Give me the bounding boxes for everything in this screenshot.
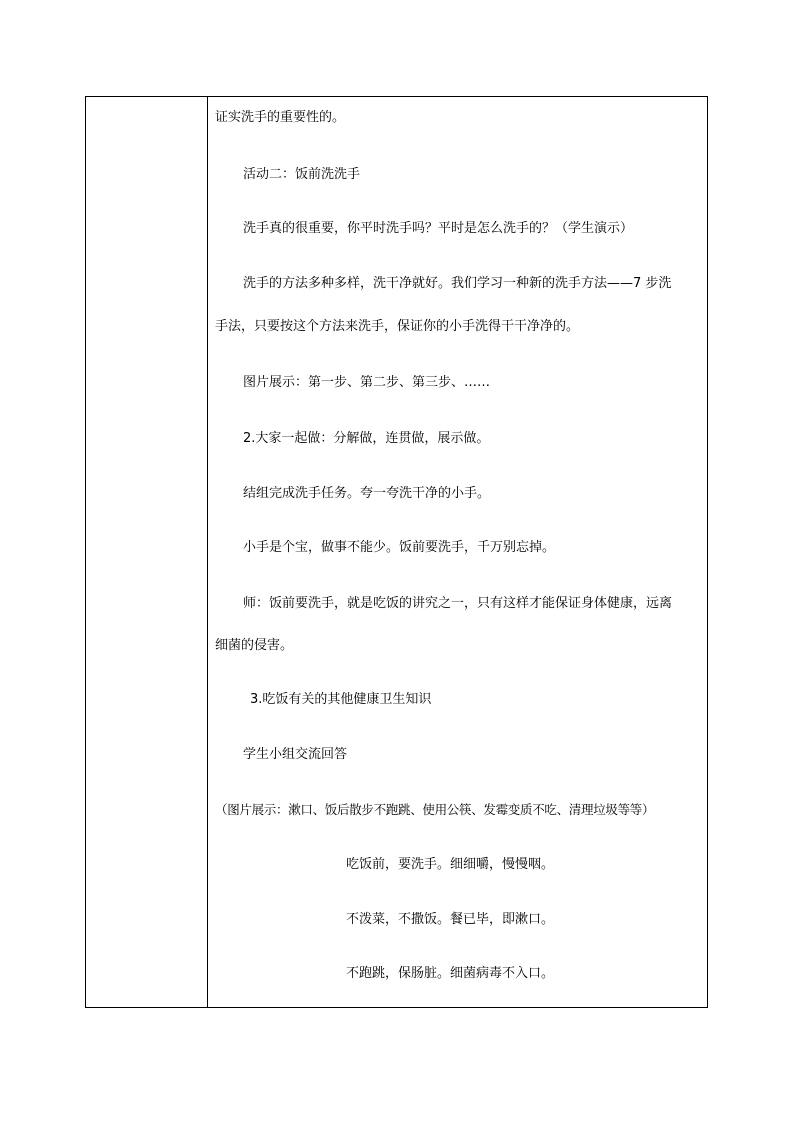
text-line-13: 学生小组交流回答 xyxy=(243,747,348,762)
text-line-9: 小手是个宝，做事不能少。饭前要洗手，千万别忘掉。 xyxy=(243,540,556,555)
text-line-1: 证实洗手的重要性的。 xyxy=(215,110,346,125)
text-line-7: 2.大家一起做：分解做，连贯做，展示做。 xyxy=(243,431,490,446)
text-line-17: 不跑跳，保肠脏。细菌病毒不入口。 xyxy=(346,966,555,981)
text-line-11: 细菌的侵害。 xyxy=(215,638,294,653)
text-line-16: 不泼菜，不撒饭。餐已毕，即漱口。 xyxy=(346,912,555,927)
text-line-15: 吃饭前，要洗手。细细嚼，慢慢咽。 xyxy=(346,857,555,872)
text-line-3: 洗手真的很重要，你平时洗手吗？平时是怎么洗手的？（学生演示） xyxy=(243,221,634,236)
text-line-12: 3.吃饭有关的其他健康卫生知识 xyxy=(250,692,432,707)
text-line-6: 图片展示：第一步、第二步、第三步、…… xyxy=(243,375,491,390)
text-line-5: 手法，只要按这个方法来洗手，保证你的小手洗得干干净净的。 xyxy=(215,319,580,334)
text-line-2: 活动二：饭前洗洗手 xyxy=(243,167,361,182)
text-line-8: 结组完成洗手任务。夸一夸洗干净的小手。 xyxy=(243,486,491,501)
text-line-14: （图片展示：漱口、饭后散步不跑跳、使用公筷、发霉变质不吃、清理垃圾等等） xyxy=(215,802,655,817)
text-line-4: 洗手的方法多种多样，洗干净就好。我们学习一种新的洗手方法——7 步洗 xyxy=(243,276,672,291)
column-divider xyxy=(207,97,208,1007)
text-line-10: 师：饭前要洗手，就是吃饭的讲究之一，只有这样才能保证身体健康，远离 xyxy=(243,596,673,611)
